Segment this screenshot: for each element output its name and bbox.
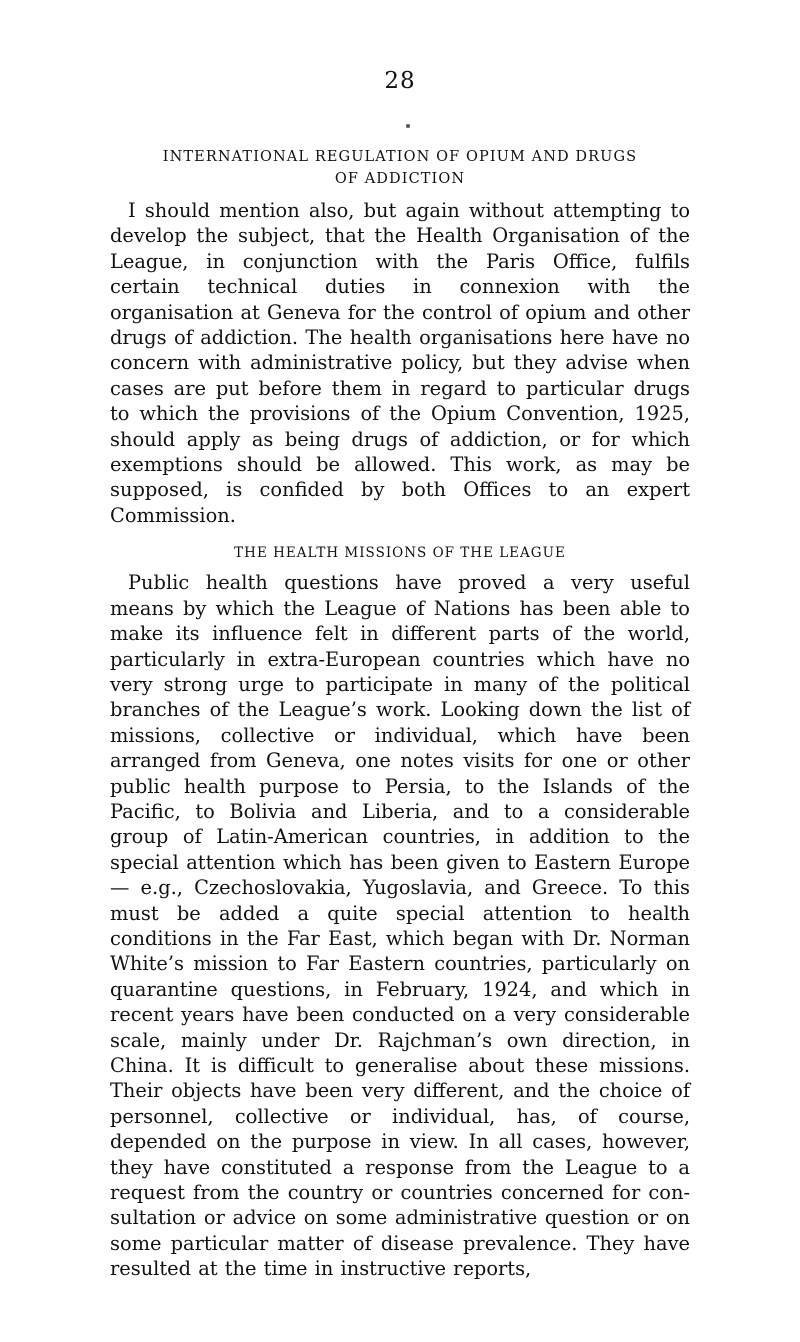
paragraph-opium-drugs: I should mention also, but again without attempting to develop the subject, that the Health Organisation of the League, in conjunction with the Paris Office, fulfils certain technical duties in connexion with the organisation at Geneva for the control of opium and other drugs of addiction. The health organisations here have no concern with administrative policy, but they advise when cases are put before them in regard to particular drugs to which the provisions of the Opium Convention, 1925, should apply as being drugs of addiction, or for which exemptions should be allowed. This work, as may be supposed, is confided by both Offices to an expert Commission. xyxy=(110,199,690,527)
section-heading-line-1: INTERNATIONAL REGULATION OF OPIUM AND DRUGS xyxy=(162,149,638,165)
subsection-heading: THE HEALTH MISSIONS OF THE LEAGUE xyxy=(234,545,566,562)
paragraph-health-missions: Public health questions have proved a very useful means by which the League of Nations has been able to make its influence felt in different parts of the world, particularly in extra-European countries which have no very strong urge to participate in many of the political branches of the League’s work. Looking down the list of missions, collective or individual, which have been arranged from Geneva, one notes visits for one or other public health purpose to Persia, to the Islands of the Pacific, to Bolivia and Liberia, and to a considerable group of Latin-American countries, in addition to the special attention which has been given to Eastern Europe— e.g., Czechoslovakia, Yugoslavia, and Greece. To this must be added a quite special attention to health conditions in the Far East, which began with Dr. Norman White’s mission to Far Eastern countries, particularly on quarantine questions, in February, 1924, and which in recent years have been conducted on a very considerable scale, mainly under Dr. Rajchman’s own direction, in China. It is difficult to generalise about these missions. Their objects have been very different, and the choice of personnel, collective or individual, has, of course, depended on the purpose in view. In all cases, however, they have constituted a response from the League to a request from the country or countries concerned for con- sultation or advice on some administrative question or on some particular matter of disease prevalence. They have resulted at the time in instructive reports, xyxy=(110,571,690,1281)
section-heading-line-2: OF ADDICTION xyxy=(334,171,466,187)
page-number: 28 xyxy=(384,68,416,94)
section-heading xyxy=(110,146,690,190)
print-speck xyxy=(406,124,410,128)
page-content xyxy=(110,146,690,1282)
